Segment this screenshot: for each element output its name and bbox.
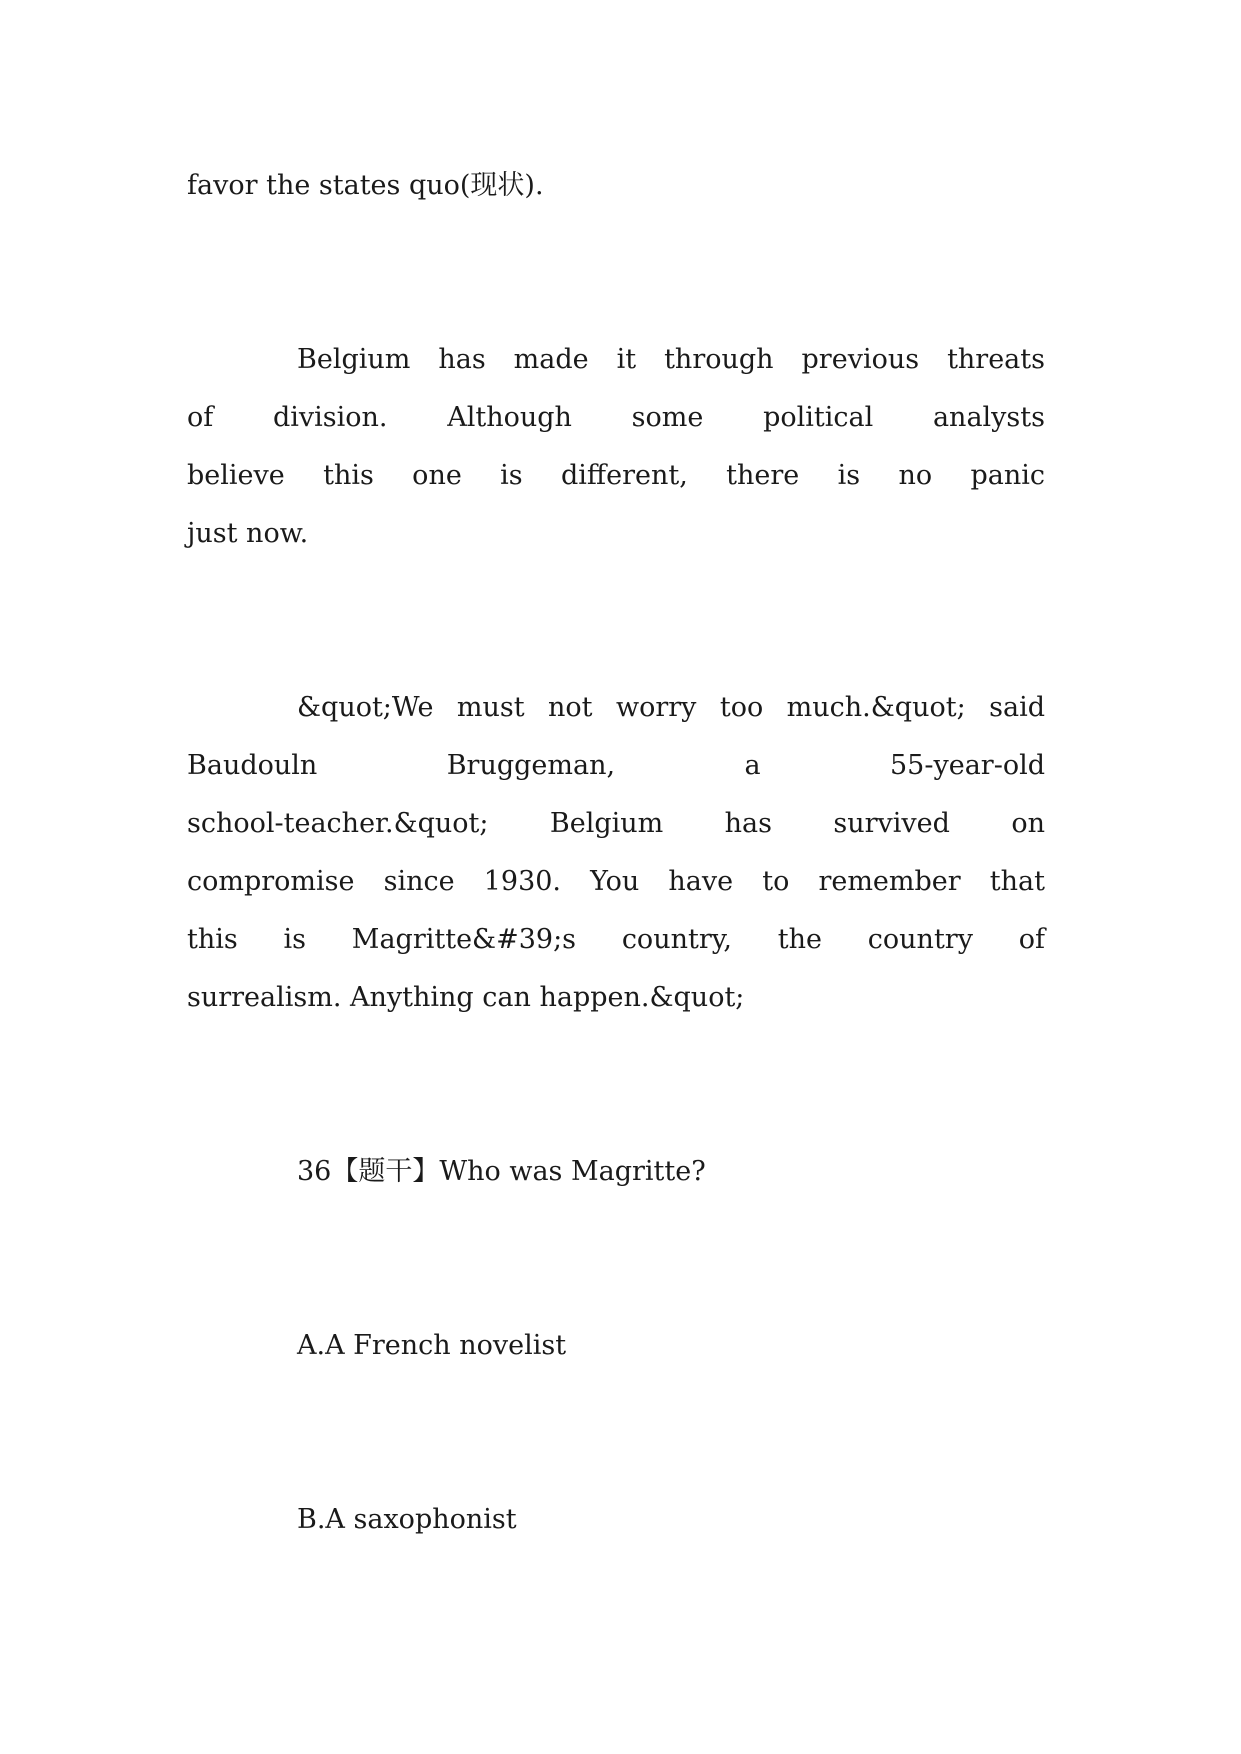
answer-option-a: A.A French novelist	[297, 1330, 567, 1361]
answer-option-b: B.A saxophonist	[297, 1504, 517, 1535]
paragraph-line: Belgium has made it through previous threats	[297, 344, 1045, 375]
paragraph-line: surrealism. Anything can happen.&quot;	[187, 982, 745, 1013]
question-stem: 36【题干】Who was Magritte?	[297, 1156, 706, 1187]
paragraph-line: this is Magritte&#39;s country, the country of	[187, 924, 1045, 955]
paragraph-line: school-teacher.&quot; Belgium has survived on	[187, 808, 1045, 839]
paragraph-line: believe this one is different, there is no panic	[187, 460, 1045, 491]
paragraph-line: favor the states quo(现状).	[187, 170, 544, 201]
paragraph-line: of division. Although some political analysts	[187, 402, 1045, 433]
paragraph-line: just now.	[187, 518, 309, 549]
paragraph-line: compromise since 1930. You have to remember that	[187, 866, 1045, 897]
paragraph-line: Baudouln Bruggeman, a 55-year-old	[187, 750, 1045, 781]
paragraph-line: &quot;We must not worry too much.&quot; said	[297, 692, 1045, 723]
